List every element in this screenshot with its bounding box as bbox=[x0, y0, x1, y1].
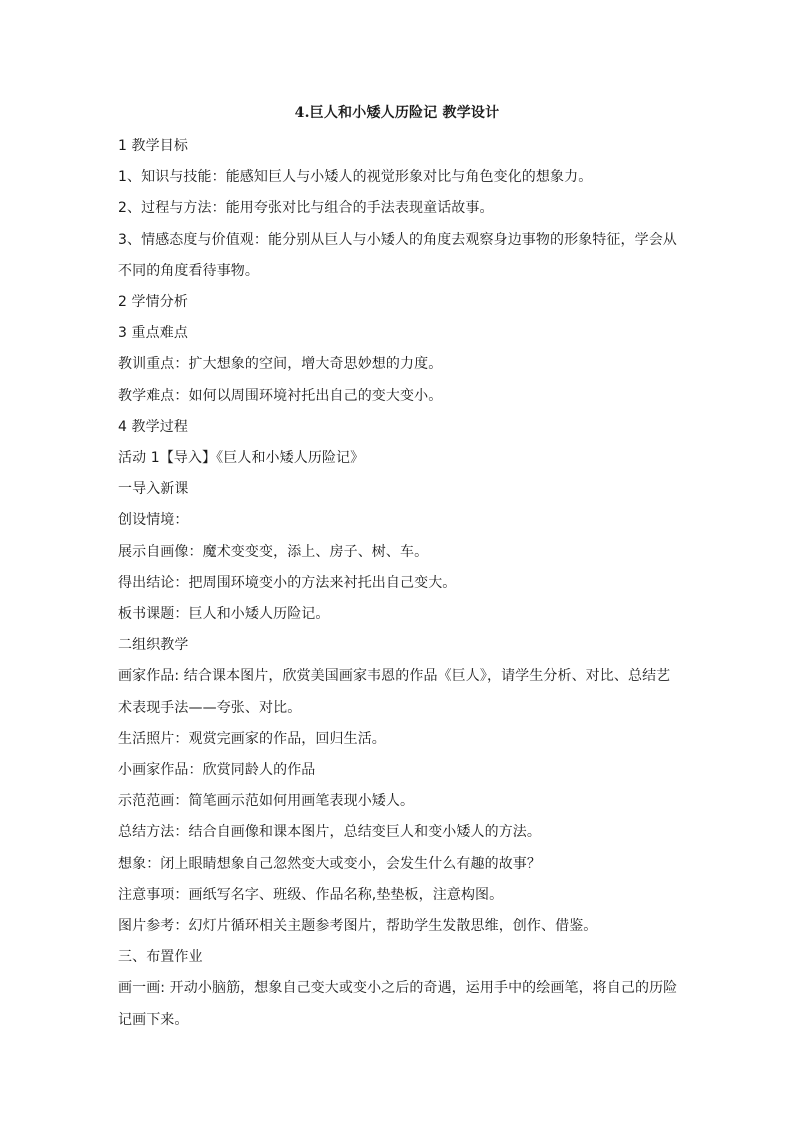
key-point-difficulty: 教学难点：如何以周围环境衬托出自己的变大变小。 bbox=[118, 387, 443, 404]
goal-item-attitude-cont: 不同的角度看待事物。 bbox=[118, 262, 259, 279]
goal-item-process: 2、过程与方法：能用夸张对比与组合的手法表现童话故事。 bbox=[118, 200, 494, 217]
homework-line: 画一画: 开动小脑筋，想象自己变大或变小之后的奇遇，运用手中的绘画笔，将自己的历险 bbox=[118, 980, 678, 997]
goal-item-attitude: 3、情感态度与价值观：能分别从巨人与小矮人的角度去观察身边事物的形象特征，学会从 bbox=[118, 231, 677, 248]
process-line: 创设情境： bbox=[118, 512, 189, 529]
goal-item-knowledge: 1、知识与技能：能感知巨人与小矮人的视觉形象对比与角色变化的想象力。 bbox=[118, 169, 593, 186]
subsection-organize: 二组织教学 bbox=[118, 637, 189, 654]
document-title: 4.巨人和小矮人历险记 教学设计 bbox=[294, 105, 500, 121]
subsection-intro: 一导入新课 bbox=[118, 481, 189, 498]
process-line: 示范范画：简笔画示范如何用画笔表现小矮人。 bbox=[118, 793, 415, 810]
section-heading-key-points: 3 重点难点 bbox=[118, 325, 188, 342]
process-line: 注意事项：画纸写名字、班级、作品名称,垫垫板，注意构图。 bbox=[118, 886, 504, 903]
section-heading-goals: 1 教学目标 bbox=[118, 138, 188, 154]
activity-heading: 活动 1【导入】《巨人和小矮人历险记》 bbox=[118, 450, 365, 467]
section-heading-analysis: 2 学情分析 bbox=[118, 294, 188, 311]
process-line: 画家作品: 结合课本图片，欣赏美国画家韦恩的作品《巨人》，请学生分析、对比、总结艺 bbox=[118, 668, 671, 685]
process-line: 小画家作品：欣赏同龄人的作品 bbox=[118, 762, 316, 779]
key-point-focus: 教训重点：扩大想象的空间，增大奇思妙想的力度。 bbox=[118, 356, 443, 373]
process-line: 术表现手法——夸张、对比。 bbox=[118, 699, 302, 716]
process-line: 得出结论：把周围环境变小的方法来衬托出自己变大。 bbox=[118, 574, 457, 591]
document-body bbox=[118, 131, 682, 1036]
process-line: 生活照片：观赏完画家的作品，回归生活。 bbox=[118, 730, 386, 747]
process-line: 图片参考：幻灯片循环相关主题参考图片，帮助学生发散思维，创作、借鉴。 bbox=[118, 918, 598, 935]
process-line: 展示自画像：魔术变变变，添上、房子、树、车。 bbox=[118, 543, 429, 560]
section-heading-process: 4 教学过程 bbox=[118, 418, 188, 435]
homework-line: 记画下来。 bbox=[118, 1011, 189, 1028]
process-line: 板书课题：巨人和小矮人历险记。 bbox=[118, 606, 330, 623]
subsection-homework: 三、布置作业 bbox=[118, 949, 203, 966]
process-line: 总结方法：结合自画像和课本图片，总结变巨人和变小矮人的方法。 bbox=[118, 824, 541, 841]
process-line: 想象：闭上眼睛想象自己忽然变大或变小，会发生什么有趣的故事？ bbox=[118, 855, 541, 872]
